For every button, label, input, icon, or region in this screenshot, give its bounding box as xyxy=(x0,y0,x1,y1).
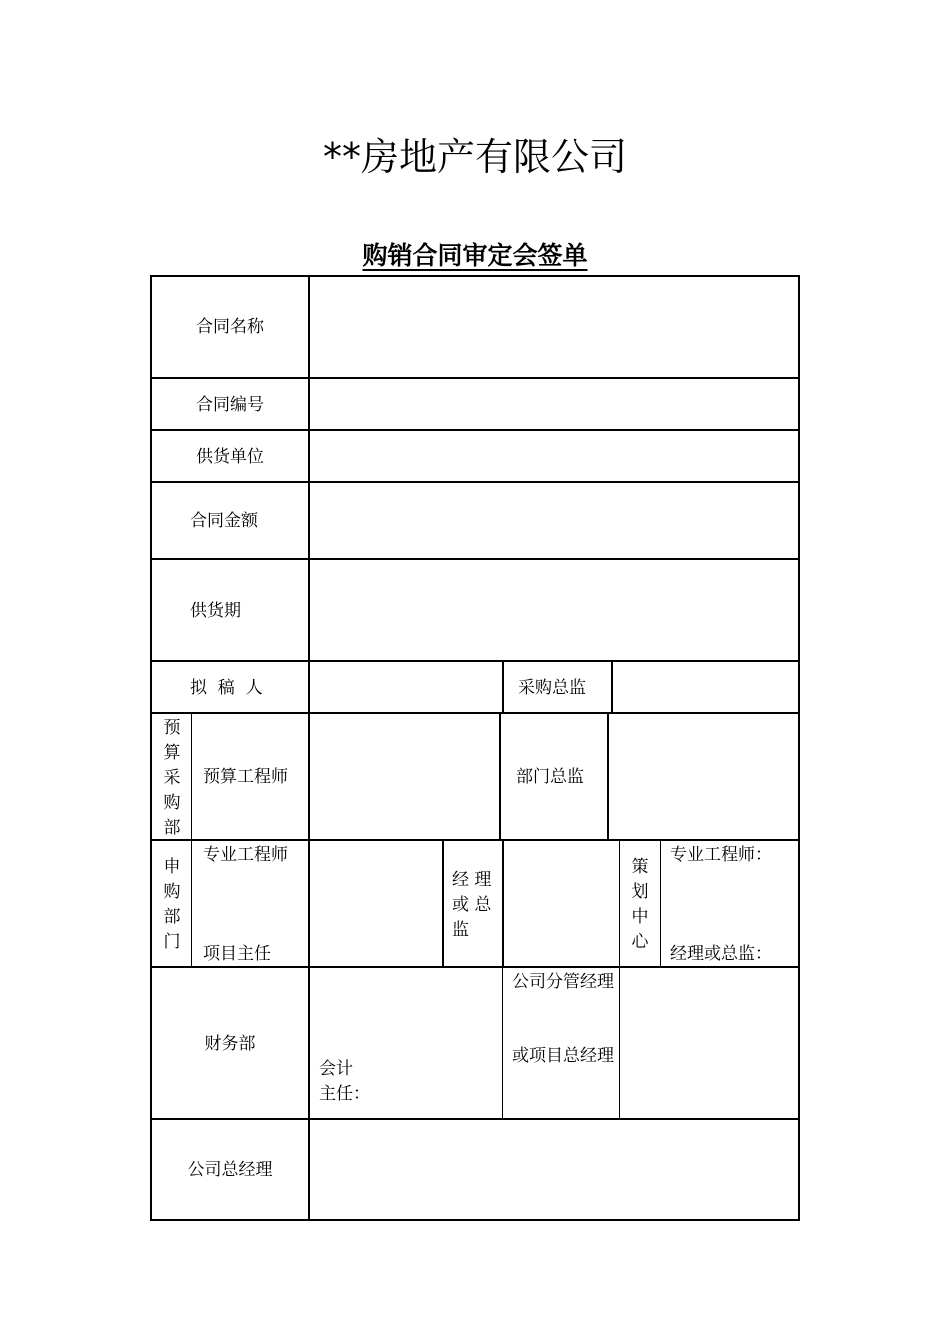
column-line xyxy=(502,966,503,1120)
label-contract-number: 合同编号 xyxy=(196,395,264,415)
label-vp-manager-line2: 或项目总经理 xyxy=(512,1046,614,1066)
label-general-manager: 公司总经理 xyxy=(187,1160,273,1180)
label-planning-engineer: 专业工程师： xyxy=(670,845,772,865)
row-line xyxy=(150,481,800,483)
label-vp-manager-line1: 公司分管经理 xyxy=(512,972,614,992)
column-line xyxy=(619,966,620,1120)
label-supervisor: 主任： xyxy=(319,1084,370,1104)
row-line xyxy=(150,712,800,714)
label-project-lead: 项目主任 xyxy=(203,944,271,964)
column-line xyxy=(607,712,609,841)
label-contract-name: 合同名称 xyxy=(196,317,264,337)
column-line xyxy=(502,839,504,968)
row-line xyxy=(150,558,800,560)
column-line xyxy=(308,275,310,1221)
column-line xyxy=(611,660,613,714)
row-line xyxy=(150,377,800,379)
label-drafter: 拟 稿 人 xyxy=(190,678,263,698)
label-finance-dept: 财务部 xyxy=(204,1034,256,1054)
label-supply-period: 供货期 xyxy=(190,601,241,621)
label-contract-amount: 合同金额 xyxy=(190,511,258,531)
label-procurement-director: 采购总监 xyxy=(518,678,586,698)
row-line xyxy=(150,429,800,431)
label-manager-or-director: 经 理 或 总 监 xyxy=(452,870,492,940)
column-line xyxy=(660,839,661,968)
label-dept-director: 部门总监 xyxy=(516,767,584,787)
label-supplier: 供货单位 xyxy=(196,447,264,467)
row-line xyxy=(150,1118,800,1120)
label-specialty-engineer: 专业工程师 xyxy=(203,845,288,865)
form-title: 购销合同审定会签单 xyxy=(362,241,588,270)
label-accountant: 会计 xyxy=(319,1059,353,1079)
label-planning-manager: 经理或总监： xyxy=(670,944,772,964)
row-line xyxy=(150,660,800,662)
table-border-bottom xyxy=(150,1219,800,1221)
label-budget-engineer: 预算工程师 xyxy=(203,767,288,787)
label-planning-center: 策 划 中 心 xyxy=(631,857,649,952)
column-line xyxy=(502,660,504,714)
row-line xyxy=(150,839,800,841)
company-name: **房地产有限公司 xyxy=(322,135,627,179)
table-border-top xyxy=(150,275,800,277)
label-requesting-dept: 申 购 部 门 xyxy=(163,857,181,952)
label-budget-dept: 预 算 采 购 部 xyxy=(163,718,181,838)
column-line xyxy=(442,839,444,968)
column-line xyxy=(499,712,501,841)
table-border-right xyxy=(798,275,800,1221)
